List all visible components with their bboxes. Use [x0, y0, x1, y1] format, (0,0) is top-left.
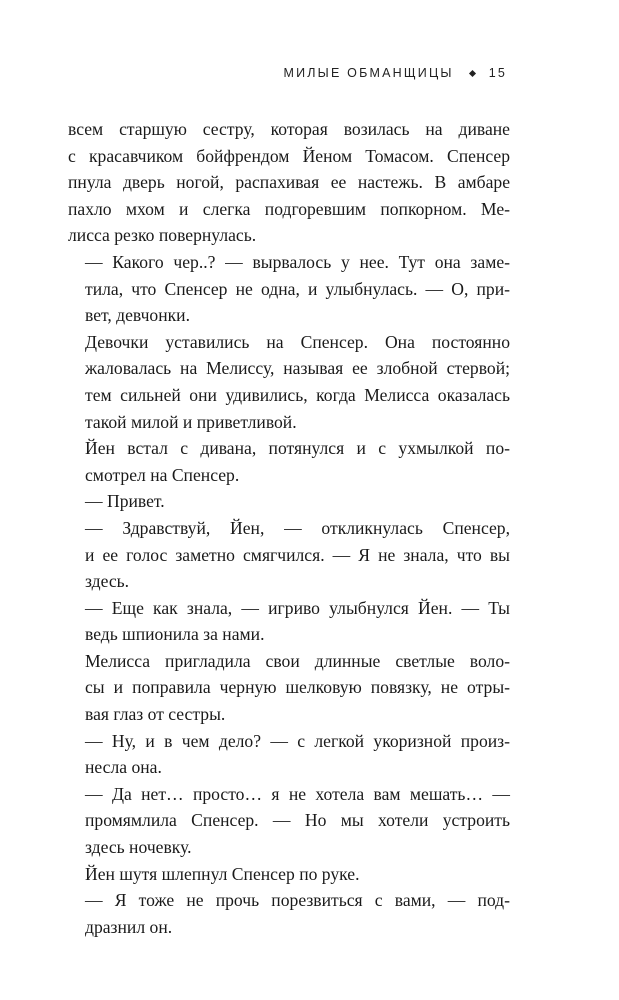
text-line: жаловалась на Мелиссу, называя ее злобной стервой;: [85, 358, 510, 379]
text-line: — Да нет… просто… я не хотела вам мешать… —: [85, 783, 510, 804]
text-line: — Еще как знала, — игриво улыбнулся Йен. — Ты: [85, 597, 510, 618]
body-text: [68, 116, 510, 940]
text-line: лисса резко повернулась.: [68, 225, 257, 246]
paragraph: [68, 861, 510, 888]
text-line: пахло мхом и слегка подгоревшим попкорном. Ме-: [68, 198, 510, 219]
text-line: тила, что Спенсер не одна, и улыбнулась. — О, при-: [85, 278, 510, 299]
text-line: Мелисса пригладила свои длинные светлые воло-: [85, 650, 510, 671]
paragraph: [68, 249, 510, 329]
text-line: несла она.: [85, 757, 162, 778]
paragraph: [68, 781, 510, 861]
page-number: 15: [488, 66, 507, 80]
text-line: здесь.: [85, 571, 130, 592]
paragraph: [68, 435, 510, 488]
text-line: здесь ночевку.: [85, 837, 192, 858]
text-line: — Ну, и в чем дело? — с легкой укоризной произ-: [85, 730, 510, 751]
book-title: МИЛЫЕ ОБМАНЩИЦЫ: [283, 66, 454, 80]
text-line: вая глаз от сестры.: [85, 704, 226, 725]
paragraph: [68, 595, 510, 648]
paragraph: [68, 488, 510, 515]
text-line: — Привет.: [85, 491, 165, 512]
paragraph: [68, 515, 510, 595]
text-line: Йен встал с дивана, потянулся и с ухмылкой по-: [85, 438, 510, 459]
text-line: Йен шутя шлепнул Спенсер по руке.: [85, 863, 360, 884]
text-line: сы и поправила черную шелковую повязку, не отры-: [85, 677, 510, 698]
running-header: [283, 66, 507, 80]
paragraph: [68, 329, 510, 435]
text-line: дразнил он.: [85, 916, 173, 937]
paragraph: [68, 648, 510, 728]
text-line: тем сильней они удивились, когда Мелисса оказалась: [85, 384, 510, 405]
text-line: пнула дверь ногой, распахивая ее настежь. В амбаре: [68, 172, 510, 193]
text-line: смотрел на Спенсер.: [85, 464, 240, 485]
text-line: промямлила Спенсер. — Но мы хотели устроить: [85, 810, 510, 831]
text-line: всем старшую сестру, которая возилась на диване: [68, 119, 510, 139]
paragraph: [68, 728, 510, 781]
text-line: — Какого чер..? — вырвалось у нее. Тут она заме-: [85, 251, 510, 272]
paragraph: [68, 887, 510, 940]
text-line: вет, девчонки.: [85, 305, 190, 326]
text-line: ведь шпионила за нами.: [85, 624, 265, 645]
diamond-separator-icon: [469, 69, 476, 76]
text-line: Девочки уставились на Спенсер. Она постоянно: [85, 331, 510, 352]
text-line: и ее голос заметно смягчился. — Я не знала, что вы: [85, 544, 510, 565]
text-line: — Здравствуй, Йен, — откликнулась Спенсер,: [85, 517, 510, 538]
text-line: такой милой и приветливой.: [85, 411, 297, 432]
text-line: с красавчиком бойфрендом Йеном Томасом. Спенсер: [68, 145, 510, 166]
paragraph: [68, 116, 510, 249]
text-line: — Я тоже не прочь порезвиться с вами, — под-: [85, 890, 510, 911]
